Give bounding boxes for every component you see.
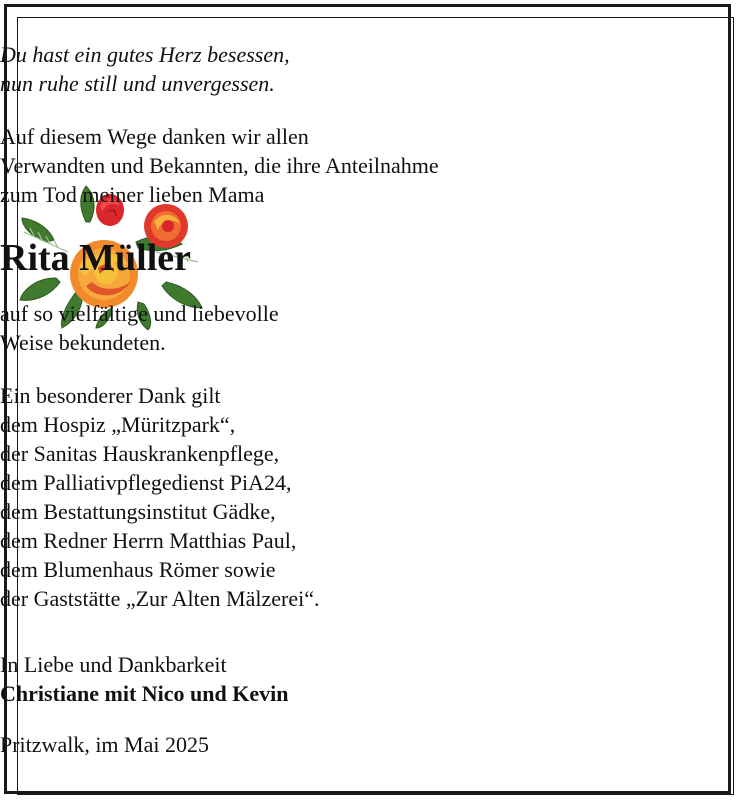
continuation-text [0,299,737,357]
thanks-line: dem Palliativpflegedienst PiA24, [0,470,292,495]
thanks-line: der Gaststätte „Zur Alten Mälzerei“. [0,586,320,611]
continuation-line: Weise bekundeten. [0,330,166,355]
intro-line: zum Tod meiner lieben Mama [0,182,265,207]
continuation-line: auf so vielfältige und liebevolle [0,301,279,326]
signatories: Christiane mit Nico und Kevin [0,681,289,706]
closing-phrase: In Liebe und Dankbarkeit [0,652,227,677]
deceased-name: Rita Müller [0,237,192,279]
motto-line: nun ruhe still und unvergessen. [0,71,275,96]
thanks-line: dem Blumenhaus Römer sowie [0,557,276,582]
place-date [0,730,737,759]
thanks-line: dem Redner Herrn Matthias Paul, [0,528,297,553]
intro-line: Verwandten und Bekannten, die ihre Anteilnahme [0,153,439,178]
intro-text [0,122,737,209]
thanks-line: der Sanitas Hauskrankenpflege, [0,441,280,466]
thanks-line: dem Bestattungsinstitut Gädke, [0,499,276,524]
motto-line: Du hast ein gutes Herz besessen, [0,42,290,67]
place-date-line: Pritzwalk, im Mai 2025 [0,732,209,757]
thanks-line: Ein besonderer Dank gilt [0,383,221,408]
thanks-list [0,381,737,613]
thanks-line: dem Hospiz „Müritzpark“, [0,412,236,437]
motto-verse [0,40,737,98]
closing-block [0,650,737,708]
intro-line: Auf diesem Wege danken wir allen [0,124,309,149]
